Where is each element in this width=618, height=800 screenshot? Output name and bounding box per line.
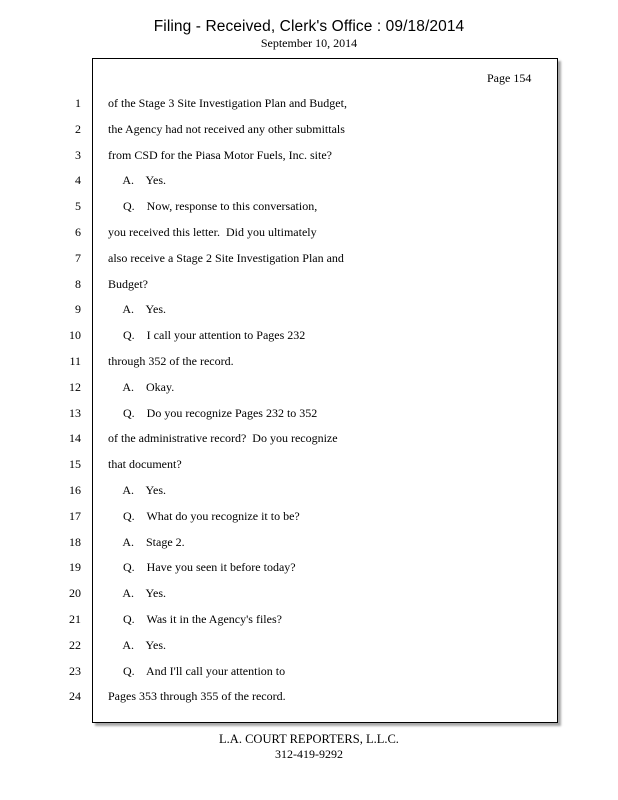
transcript-line: Budget? [108, 277, 148, 291]
transcript-line: Q. Was it in the Agency's files? [108, 612, 282, 626]
line-number: 13 [69, 406, 81, 420]
line-number: 8 [75, 277, 81, 291]
line-number: 10 [69, 328, 81, 342]
line-number: 5 [75, 199, 81, 213]
transcript-line: through 352 of the record. [108, 354, 234, 368]
transcript-line: Q. I call your attention to Pages 232 [108, 328, 306, 342]
transcript-line: Pages 353 through 355 of the record. [108, 689, 286, 703]
filing-stamp: Filing - Received, Clerk's Office : 09/18/2014 [153, 18, 465, 35]
line-number: 2 [75, 122, 81, 136]
line-number: 3 [75, 148, 81, 162]
transcript-line: of the Stage 3 Site Investigation Plan and Budget, [108, 96, 347, 110]
line-number: 7 [75, 251, 81, 265]
transcript-line: of the administrative record? Do you recognize [108, 431, 338, 445]
transcript-line: A. Yes. [108, 638, 167, 652]
transcript-line: you received this letter. Did you ultimately [108, 225, 317, 239]
line-number: 23 [69, 664, 81, 678]
transcript-line: from CSD for the Piasa Motor Fuels, Inc. site? [108, 148, 332, 162]
line-number: 11 [69, 354, 81, 368]
transcript-line: Q. Now, response to this conversation, [108, 199, 318, 213]
transcript-line: also receive a Stage 2 Site Investigation Plan and [108, 251, 344, 265]
line-number: 20 [69, 586, 81, 600]
line-number: 18 [69, 535, 81, 549]
transcript-line: A. Yes. [108, 302, 167, 316]
line-number: 16 [69, 483, 81, 497]
transcript-line: Q. What do you recognize it to be? [108, 509, 300, 523]
line-number: 15 [69, 457, 81, 471]
transcript-line: Q. And I'll call your attention to [108, 664, 286, 678]
footer-company: L.A. COURT REPORTERS, L.L.C. [219, 732, 399, 746]
footer-phone: 312-419-9292 [275, 747, 343, 761]
transcript-line: Q. Have you seen it before today? [108, 560, 296, 574]
line-number: 19 [69, 560, 81, 574]
page-number: Page 154 [487, 71, 532, 85]
line-number: 22 [69, 638, 81, 652]
transcript-line: the Agency had not received any other submittals [108, 122, 345, 136]
line-number: 21 [69, 612, 81, 626]
line-number: 17 [69, 509, 81, 523]
transcript-line: A. Yes. [108, 483, 167, 497]
line-number: 9 [75, 302, 81, 316]
transcript-line: A. Stage 2. [108, 535, 185, 549]
transcript-line: A. Yes. [108, 173, 167, 187]
line-number: 1 [75, 96, 81, 110]
line-number: 24 [69, 689, 81, 703]
line-number: 4 [75, 173, 81, 187]
line-number: 12 [69, 380, 81, 394]
deposition-date: September 10, 2014 [260, 36, 358, 50]
transcript-line: A. Okay. [108, 380, 175, 394]
transcript-line: Q. Do you recognize Pages 232 to 352 [108, 406, 318, 420]
line-number: 14 [69, 431, 81, 445]
line-number: 6 [75, 225, 81, 239]
transcript-line: A. Yes. [108, 586, 167, 600]
transcript-line: that document? [108, 457, 182, 471]
